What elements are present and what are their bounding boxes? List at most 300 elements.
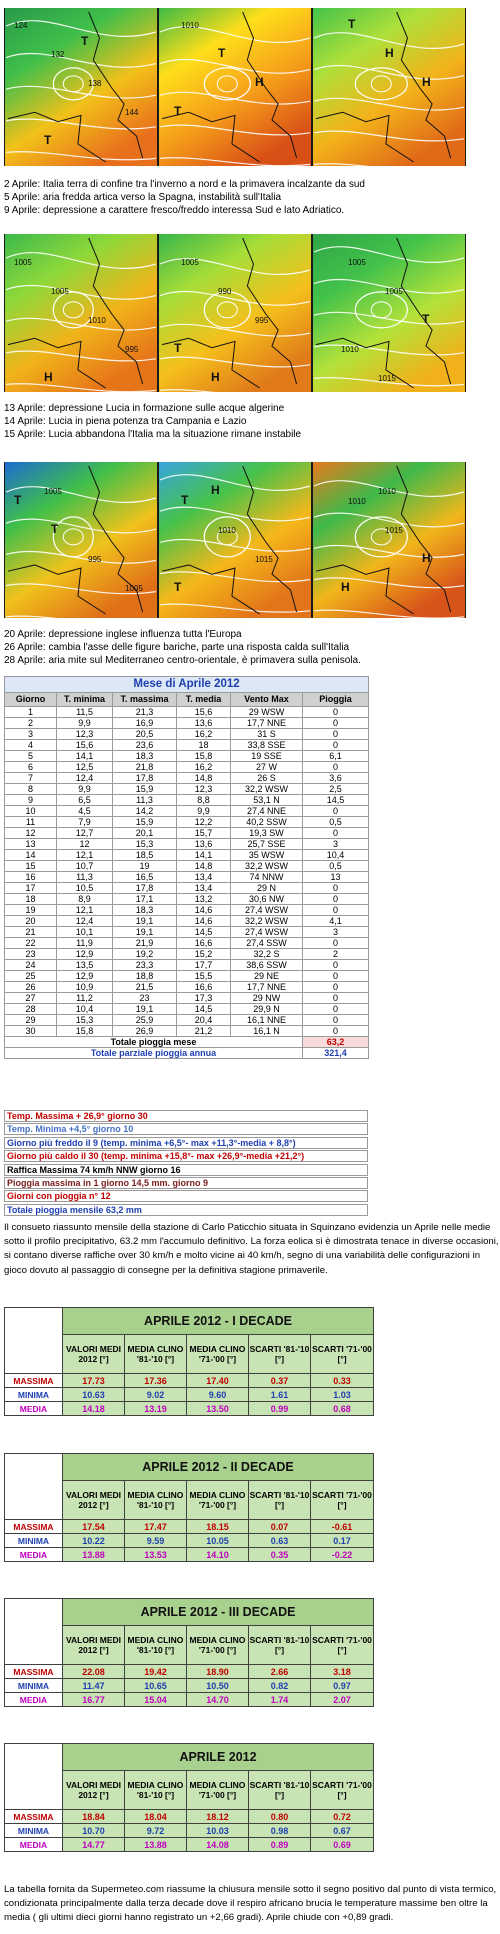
- table-cell: 12: [57, 839, 113, 850]
- table-cell: 19,2: [113, 949, 177, 960]
- isobar-label: 995: [125, 345, 139, 354]
- isobar-label: H: [44, 370, 53, 384]
- daily-table-body: [5, 707, 369, 1037]
- row-label: MINIMA: [5, 1824, 63, 1838]
- decade-title: APRILE 2012 - II DECADE: [63, 1454, 374, 1481]
- table-cell: 29 NW: [231, 993, 303, 1004]
- table-cell: 10,4: [57, 1004, 113, 1015]
- table-cell: 15.04: [125, 1693, 187, 1707]
- column-header: T. massima: [113, 693, 177, 707]
- table-row: [5, 1520, 374, 1534]
- column-header: MEDIA CLINO '71-'00 [°]: [187, 1626, 249, 1665]
- table-row: [5, 1810, 374, 1824]
- table-cell: 10.05: [187, 1534, 249, 1548]
- table-cell: 6,5: [57, 795, 113, 806]
- table-cell: 7: [5, 773, 57, 784]
- table-cell: 9,9: [57, 784, 113, 795]
- table-cell: 12,1: [57, 850, 113, 861]
- map-caption-line: 13 Aprile: depressione Lucia in formazione sulle acque algerine: [4, 403, 285, 414]
- table-cell: 9.60: [187, 1388, 249, 1402]
- map-caption-line: 26 Aprile: cambia l'asse delle figure bariche, parte una risposta calda sull'Italia: [4, 642, 350, 654]
- isobar-label: 995: [255, 316, 269, 325]
- table-cell: 18.12: [187, 1810, 249, 1824]
- table-row: [5, 1388, 374, 1402]
- table-cell: 17.47: [125, 1520, 187, 1534]
- isobar-label: 995: [88, 555, 102, 564]
- table-cell: 13.88: [125, 1838, 187, 1852]
- table-cell: 14: [5, 850, 57, 861]
- isobar-label: 1015: [378, 374, 396, 383]
- table-cell: 10.70: [63, 1824, 125, 1838]
- weather-map-strip-2: [4, 234, 466, 392]
- table-cell: 18.04: [125, 1810, 187, 1824]
- table-cell: 4: [5, 740, 57, 751]
- isobar-label: T: [51, 522, 59, 536]
- table-row: [5, 1679, 374, 1693]
- table-cell: 14,1: [57, 751, 113, 762]
- isobar-label: 1015: [385, 526, 403, 535]
- table-cell: 11,5: [57, 707, 113, 718]
- table-cell: 3,6: [303, 773, 369, 784]
- table-cell: 10.22: [63, 1534, 125, 1548]
- table-cell: 0: [303, 762, 369, 773]
- table-cell: 18,3: [113, 905, 177, 916]
- table-cell: 6: [5, 762, 57, 773]
- table-cell: 33,8 SSE: [231, 740, 303, 751]
- table-cell: 0.89: [249, 1838, 311, 1852]
- table-cell: 9,9: [177, 806, 231, 817]
- table-cell: 0.97: [311, 1679, 374, 1693]
- weather-map-svg: [4, 234, 466, 392]
- summary-line: Temp. Massima + 26,9° giorno 30: [4, 1110, 368, 1122]
- table-cell: 5: [5, 751, 57, 762]
- map-caption-block-1: [4, 178, 474, 218]
- table-cell: 14,6: [177, 916, 231, 927]
- table-cell: 12,3: [57, 729, 113, 740]
- table-cell: 0: [303, 982, 369, 993]
- table-cell: 13,6: [177, 718, 231, 729]
- table-cell: 15,7: [177, 828, 231, 839]
- table-cell: 23,6: [113, 740, 177, 751]
- isobar-label: 144: [125, 108, 139, 117]
- table-cell: 0.68: [311, 1402, 374, 1416]
- table-cell: 0: [303, 894, 369, 905]
- table-cell: 27 W: [231, 762, 303, 773]
- isobar-label: 132: [51, 50, 65, 59]
- table-cell: 31 S: [231, 729, 303, 740]
- table-cell: 0.72: [311, 1810, 374, 1824]
- column-header: SCARTI '81-'10 [°]: [249, 1481, 311, 1520]
- isobar-label: 1005: [385, 287, 403, 296]
- table-row: [5, 795, 369, 806]
- table-cell: 16.77: [63, 1693, 125, 1707]
- isobar-label: T: [348, 17, 356, 31]
- isobar-label: T: [174, 341, 182, 355]
- table-cell: 14,5: [177, 927, 231, 938]
- table-row: [5, 894, 369, 905]
- isobar-label: H: [255, 75, 264, 89]
- table-cell: 25,7 SSE: [231, 839, 303, 850]
- table-header-row: [5, 693, 369, 707]
- isobar-label: 138: [88, 79, 102, 88]
- table-row: [5, 784, 369, 795]
- table-cell: 16,1 N: [231, 1026, 303, 1037]
- table-cell: 19: [5, 905, 57, 916]
- total-rain-label: Totale pioggia mese: [5, 1037, 303, 1048]
- table-cell: 15,3: [57, 1015, 113, 1026]
- table-cell: 13,6: [177, 839, 231, 850]
- map-caption-line: 14 Aprile: Lucia in piena potenza tra Campania e Lazio: [4, 416, 247, 428]
- table-cell: 10,5: [57, 883, 113, 894]
- map-caption-line: 20 Aprile: depressione inglese influenza tutta l'Europa: [4, 629, 242, 640]
- table-cell: 0: [303, 718, 369, 729]
- table-row: [5, 773, 369, 784]
- column-header: VALORI MEDI 2012 [°]: [63, 1335, 125, 1374]
- column-header: SCARTI '81-'10 [°]: [249, 1626, 311, 1665]
- table-cell: 19,1: [113, 1004, 177, 1015]
- table-cell: 10.50: [187, 1679, 249, 1693]
- table-cell: 18.15: [187, 1520, 249, 1534]
- table-row: [5, 740, 369, 751]
- table-cell: 2: [303, 949, 369, 960]
- weather-map-panel: [313, 234, 465, 392]
- isobar-label: H: [385, 46, 394, 60]
- table-cell: 13.50: [187, 1402, 249, 1416]
- table-corner-cell: [5, 1308, 63, 1374]
- table-cell: 29 WSW: [231, 707, 303, 718]
- column-header: SCARTI '71-'00 [°]: [311, 1626, 374, 1665]
- table-cell: 0: [303, 883, 369, 894]
- table-cell: 0: [303, 938, 369, 949]
- table-row: [5, 1402, 374, 1416]
- table-cell: 23: [5, 949, 57, 960]
- table-cell: 16,9: [113, 718, 177, 729]
- isobar-label: T: [218, 46, 226, 60]
- table-row: [5, 905, 369, 916]
- table-cell: 2.07: [311, 1693, 374, 1707]
- table-cell: 4,1: [303, 916, 369, 927]
- table-cell: 1.61: [249, 1388, 311, 1402]
- table-corner-cell: [5, 1599, 63, 1665]
- table-cell: 25,9: [113, 1015, 177, 1026]
- table-cell: 15,6: [57, 740, 113, 751]
- table-cell: 13,4: [177, 872, 231, 883]
- isobar-label: 1005: [348, 258, 366, 267]
- table-cell: 17,3: [177, 993, 231, 1004]
- table-cell: 11,3: [57, 872, 113, 883]
- table-cell: 13: [5, 839, 57, 850]
- decade-title: APRILE 2012 - I DECADE: [63, 1308, 374, 1335]
- table-cell: 2: [5, 718, 57, 729]
- partial-rain-label: Totale parziale pioggia annua: [5, 1048, 303, 1059]
- table-cell: 29: [5, 1015, 57, 1026]
- decade-table: [4, 1598, 374, 1707]
- table-cell: 19,3 SW: [231, 828, 303, 839]
- column-header: Giorno: [5, 693, 57, 707]
- table-corner-cell: [5, 1744, 63, 1810]
- table-row: [5, 718, 369, 729]
- table-row: [5, 949, 369, 960]
- table-cell: 10,4: [303, 850, 369, 861]
- table-cell: 27,4 SSW: [231, 938, 303, 949]
- column-header: VALORI MEDI 2012 [°]: [63, 1481, 125, 1520]
- table-cell: 74 NNW: [231, 872, 303, 883]
- decade-title: APRILE 2012 - III DECADE: [63, 1599, 374, 1626]
- table-cell: 17,7 NNE: [231, 982, 303, 993]
- table-cell: 9.72: [125, 1824, 187, 1838]
- isobar-label: T: [81, 34, 89, 48]
- table-cell: 0.07: [249, 1520, 311, 1534]
- table-cell: 14.10: [187, 1548, 249, 1562]
- table-cell: 14,8: [177, 773, 231, 784]
- table-cell: 0: [303, 707, 369, 718]
- station-summary-paragraph: Il consueto riassunto mensile della stazione di Carlo Paticchio situata in Squinzano evidenzia un Aprile nelle medie sotto il profilo precipitativo, 63.2 mm l'accumulo definitivo. La forza eolica si è dimostrata tenace in diverse occasioni, si contano diverse raffiche over 30 km/h e molto vicine ai 40 km/h, segno di una variabilità delle configurazioni in gioco dovuto al passaggio di consegne per la definitiva stagione primaverile.: [4, 1222, 499, 1276]
- table-cell: 1: [5, 707, 57, 718]
- table-cell: 13.53: [125, 1548, 187, 1562]
- isobar-label: 1010: [88, 316, 106, 325]
- table-cell: 12,4: [57, 916, 113, 927]
- table-cell: 0,5: [303, 817, 369, 828]
- decade-table: [4, 1453, 374, 1562]
- weather-map-panel: [313, 462, 465, 618]
- column-header: VALORI MEDI 2012 [°]: [63, 1771, 125, 1810]
- table-cell: 15,5: [177, 971, 231, 982]
- decade-table: [4, 1743, 374, 1852]
- table-cell: 13,2: [177, 894, 231, 905]
- table-cell: 8,8: [177, 795, 231, 806]
- weather-map-panel: [159, 8, 311, 166]
- column-header: MEDIA CLINO '81-'10 [°]: [125, 1335, 187, 1374]
- table-cell: 17.54: [63, 1520, 125, 1534]
- table-cell: 32,2 WSW: [231, 784, 303, 795]
- table-cell: 14.08: [187, 1838, 249, 1852]
- supermeteo-paragraph: La tabella fornita da Supermeteo.com riassume la chiusura mensile sotto il segno positivo dal punto di vista termico, condizionata principalmente dalla terza decade dove il respiro africano brucia le temperature massime ben oltre la media ( gli ultimi dieci giorni hanno registrato un +2,66 gradi). Aprile chiude con +0,89 gradi.: [4, 1884, 497, 1924]
- table-cell: 20: [5, 916, 57, 927]
- decade-title: APRILE 2012: [63, 1744, 374, 1771]
- table-cell: 22.08: [63, 1665, 125, 1679]
- table-cell: 15,2: [177, 949, 231, 960]
- row-label: MEDIA: [5, 1838, 63, 1852]
- isobar-label: 990: [218, 287, 232, 296]
- table-row: [5, 828, 369, 839]
- summary-line: Giorno più caldo il 30 (temp. minima +15,8°- max +26,9°-media +21,2°): [4, 1150, 368, 1162]
- table-cell: 29 N: [231, 883, 303, 894]
- table-cell: 17,8: [113, 883, 177, 894]
- table-cell: 0.69: [311, 1838, 374, 1852]
- table-cell: 14,5: [303, 795, 369, 806]
- column-header: T. minima: [57, 693, 113, 707]
- table-cell: 15,8: [57, 1026, 113, 1037]
- isobar-label: 1010: [218, 526, 236, 535]
- table-cell: 21: [5, 927, 57, 938]
- table-cell: 10,7: [57, 861, 113, 872]
- column-header: MEDIA CLINO '71-'00 [°]: [187, 1335, 249, 1374]
- table-cell: 27,4 WSW: [231, 927, 303, 938]
- table-cell: 8,9: [57, 894, 113, 905]
- isobar-label: 1015: [255, 555, 273, 564]
- table-cell: 9: [5, 795, 57, 806]
- table-cell: 27,4 NNE: [231, 806, 303, 817]
- weather-map-svg: [4, 462, 466, 618]
- table-cell: 30,6 NW: [231, 894, 303, 905]
- row-label: MINIMA: [5, 1534, 63, 1548]
- table-cell: 16,2: [177, 762, 231, 773]
- table-cell: 12: [5, 828, 57, 839]
- table-cell: -0.61: [311, 1520, 374, 1534]
- table-cell: 17.36: [125, 1374, 187, 1388]
- table-cell: 9.59: [125, 1534, 187, 1548]
- table-row: [5, 839, 369, 850]
- isobar-label: T: [181, 493, 189, 507]
- isobar-label: T: [44, 133, 52, 147]
- table-cell: 3.18: [311, 1665, 374, 1679]
- isobar-label: 1010: [348, 497, 366, 506]
- summary-line: Pioggia massima in 1 giorno 14,5 mm. giorno 9: [4, 1177, 368, 1189]
- table-cell: 12,9: [57, 949, 113, 960]
- table-cell: 19 SSE: [231, 751, 303, 762]
- column-header: SCARTI '71-'00 [°]: [311, 1771, 374, 1810]
- total-rain-value: 63,2: [303, 1037, 369, 1048]
- row-label: MEDIA: [5, 1402, 63, 1416]
- row-label: MINIMA: [5, 1388, 63, 1402]
- isobar-label: 1005: [14, 258, 32, 267]
- table-cell: 10.03: [187, 1824, 249, 1838]
- table-cell: 0.37: [249, 1374, 311, 1388]
- table-cell: 0: [303, 1015, 369, 1026]
- weather-map-panel: [5, 8, 157, 166]
- table-cell: 18.90: [187, 1665, 249, 1679]
- table-cell: 23,3: [113, 960, 177, 971]
- table-cell: 27: [5, 993, 57, 1004]
- table-row: [5, 729, 369, 740]
- row-label: MEDIA: [5, 1548, 63, 1562]
- isobar-label: H: [211, 370, 220, 384]
- table-cell: 32,2 WSW: [231, 916, 303, 927]
- table-row: [5, 751, 369, 762]
- table-cell: 26,9: [113, 1026, 177, 1037]
- table-cell: 0: [303, 729, 369, 740]
- table-cell: 19,1: [113, 927, 177, 938]
- column-header: MEDIA CLINO '71-'00 [°]: [187, 1481, 249, 1520]
- table-row: [5, 1534, 374, 1548]
- isobar-label: 1005: [51, 287, 69, 296]
- table-cell: 18: [5, 894, 57, 905]
- isobar-label: T: [422, 312, 430, 326]
- table-row: [5, 1015, 369, 1026]
- table-row: [5, 1026, 369, 1037]
- table-row: [5, 817, 369, 828]
- table-cell: 16,1 NNE: [231, 1015, 303, 1026]
- decade-table: [4, 1307, 374, 1416]
- isobar-label: 1010: [341, 345, 359, 354]
- table-cell: 18,5: [113, 850, 177, 861]
- table-cell: 17: [5, 883, 57, 894]
- table-cell: 0: [303, 828, 369, 839]
- row-label: MEDIA: [5, 1693, 63, 1707]
- table-cell: 29 NE: [231, 971, 303, 982]
- table-cell: 20,1: [113, 828, 177, 839]
- map-caption-line: 28 Aprile: aria mite sul Mediterraneo centro-orientale, è primavera sulla penisola.: [4, 655, 361, 667]
- table-cell: 32,2 S: [231, 949, 303, 960]
- weather-map-svg: [4, 8, 466, 166]
- table-cell: 14.18: [63, 1402, 125, 1416]
- summary-line: Temp. Minima +4,5° giorno 10: [4, 1123, 368, 1135]
- isobar-label: T: [174, 104, 182, 118]
- column-header: SCARTI '81-'10 [°]: [249, 1771, 311, 1810]
- table-cell: 10,9: [57, 982, 113, 993]
- table-cell: 19,1: [113, 916, 177, 927]
- weather-map-strip-3: [4, 462, 466, 618]
- table-cell: 0: [303, 1004, 369, 1015]
- table-cell: 8: [5, 784, 57, 795]
- table-cell: 26 S: [231, 773, 303, 784]
- weather-map-panel: [313, 8, 465, 166]
- table-cell: 15,9: [113, 784, 177, 795]
- table-cell: 1.03: [311, 1388, 374, 1402]
- table-cell: 16,2: [177, 729, 231, 740]
- weather-map-panel: [159, 462, 311, 618]
- table-row: [5, 1374, 374, 1388]
- table-cell: 18: [177, 740, 231, 751]
- table-cell: 22: [5, 938, 57, 949]
- map-caption-line: 9 Aprile: depressione a carattere fresco/freddo interessa Sud e lato Adriatico.: [4, 205, 345, 217]
- table-cell: 2.66: [249, 1665, 311, 1679]
- row-label: MASSIMA: [5, 1665, 63, 1679]
- table-cell: 0.17: [311, 1534, 374, 1548]
- table-cell: 14.70: [187, 1693, 249, 1707]
- table-cell: 14,1: [177, 850, 231, 861]
- table-row: [5, 1693, 374, 1707]
- table-cell: 21,8: [113, 762, 177, 773]
- table-cell: 17,7: [177, 960, 231, 971]
- table-cell: 28: [5, 1004, 57, 1015]
- map-caption-block-2: [4, 402, 474, 442]
- table-cell: 0: [303, 971, 369, 982]
- table-cell: 0.67: [311, 1824, 374, 1838]
- isobar-label: 1010: [378, 487, 396, 496]
- table-cell: 53,1 N: [231, 795, 303, 806]
- table-cell: 0.99: [249, 1402, 311, 1416]
- table-cell: 12,7: [57, 828, 113, 839]
- table-cell: 3: [5, 729, 57, 740]
- table-cell: 21,5: [113, 982, 177, 993]
- table-cell: -0.22: [311, 1548, 374, 1562]
- table-cell: 0.35: [249, 1548, 311, 1562]
- table-cell: 15,3: [113, 839, 177, 850]
- summary-line: Giorni con pioggia n° 12: [4, 1190, 368, 1202]
- table-cell: 12,5: [57, 762, 113, 773]
- table-row: [5, 762, 369, 773]
- table-cell: 17,8: [113, 773, 177, 784]
- table-cell: 15: [5, 861, 57, 872]
- table-cell: 11,2: [57, 993, 113, 1004]
- table-cell: 19: [113, 861, 177, 872]
- table-cell: 4,5: [57, 806, 113, 817]
- row-label: MASSIMA: [5, 1810, 63, 1824]
- column-header: Vento Max: [231, 693, 303, 707]
- table-cell: 13,5: [57, 960, 113, 971]
- column-header: SCARTI '81-'10 [°]: [249, 1335, 311, 1374]
- table-cell: 10,1: [57, 927, 113, 938]
- column-header: MEDIA CLINO '81-'10 [°]: [125, 1626, 187, 1665]
- table-cell: 18,8: [113, 971, 177, 982]
- table-cell: 21,2: [177, 1026, 231, 1037]
- table-cell: 0.63: [249, 1534, 311, 1548]
- table-cell: 0,5: [303, 861, 369, 872]
- table-cell: 12,4: [57, 773, 113, 784]
- table-cell: 13.88: [63, 1548, 125, 1562]
- isobar-label: 1005: [125, 584, 143, 593]
